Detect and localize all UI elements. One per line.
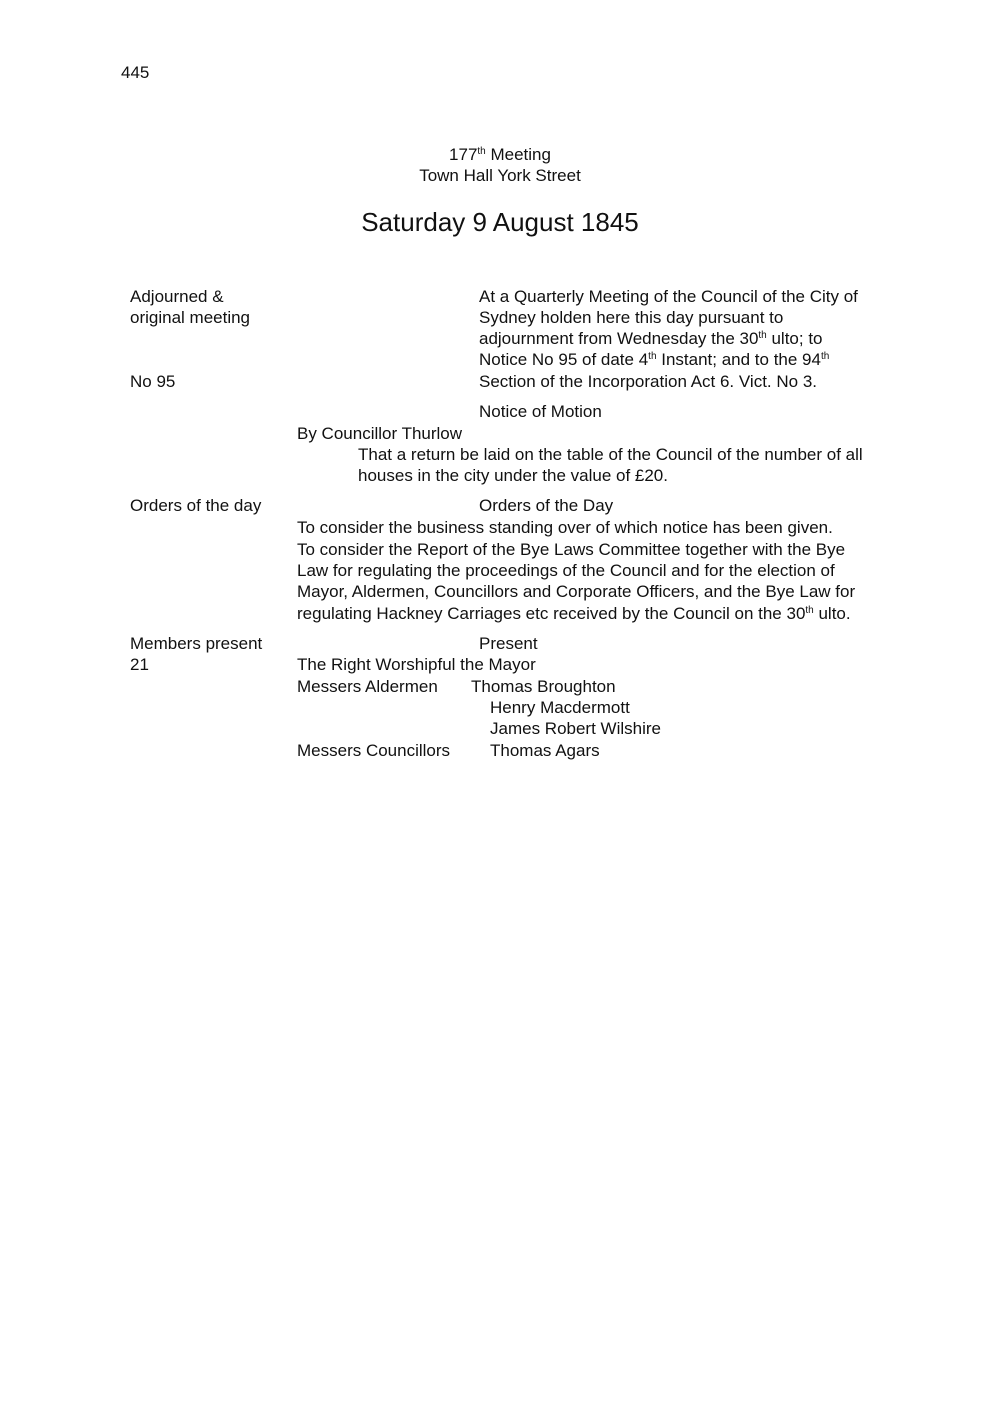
meeting-word: Meeting bbox=[485, 145, 551, 164]
councillors-label: Messers Councillors bbox=[297, 741, 451, 760]
ordinal-suffix: th bbox=[758, 330, 767, 341]
intro-line: Section of the Incorporation Act 6. Vict. No 3. bbox=[479, 372, 817, 391]
orders-line bbox=[297, 603, 851, 624]
councillor-name: Thomas Agars bbox=[490, 741, 600, 760]
ordinal-suffix: th bbox=[805, 605, 814, 616]
meeting-venue: Town Hall York Street bbox=[419, 166, 581, 185]
orders-line: To consider the Report of the Bye Laws Committee together with the Bye bbox=[297, 540, 846, 559]
intro-line: Sydney holden here this day pursuant to bbox=[479, 308, 784, 327]
margin-note-original-meeting: original meeting bbox=[130, 308, 251, 327]
meeting-number bbox=[0, 144, 1000, 165]
margin-note-members-count: 21 bbox=[130, 655, 149, 674]
aldermen-label: Messers Aldermen bbox=[297, 677, 438, 696]
intro-text: Instant; and to the 94 bbox=[656, 350, 821, 369]
alderman-name: Henry Macdermott bbox=[490, 698, 630, 717]
orders-line: Law for regulating the proceedings of the Council and for the election of bbox=[297, 561, 835, 580]
page-number: 445 bbox=[121, 63, 150, 82]
intro-line: At a Quarterly Meeting of the Council of the City of bbox=[479, 287, 858, 306]
ordinal-suffix: th bbox=[820, 351, 830, 362]
margin-note-adjourned: Adjourned & bbox=[130, 287, 224, 306]
margin-note-members-present: Members present bbox=[130, 634, 263, 653]
intro-text: ulto; to bbox=[766, 329, 823, 348]
notice-text: houses in the city under the value of £20. bbox=[358, 466, 668, 485]
meeting-date: Saturday 9 August 1845 bbox=[361, 207, 639, 237]
orders-heading: Orders of the Day bbox=[479, 496, 614, 515]
intro-text: Notice No 95 of date 4 bbox=[479, 350, 649, 369]
intro-line bbox=[479, 328, 823, 349]
orders-line: Mayor, Aldermen, Councillors and Corporate Officers, and the Bye Law for bbox=[297, 582, 856, 601]
present-mayor: The Right Worshipful the Mayor bbox=[297, 655, 536, 674]
notice-heading: Notice of Motion bbox=[479, 402, 602, 421]
notice-text: That a return be laid on the table of the Council of the number of all bbox=[358, 445, 863, 464]
ordinal-suffix: th bbox=[648, 351, 657, 362]
intro-text: adjournment from Wednesday the 30 bbox=[479, 329, 759, 348]
orders-line: To consider the business standing over of which notice has been given. bbox=[297, 518, 833, 537]
present-heading: Present bbox=[479, 634, 538, 653]
meeting-number-value: 177 bbox=[449, 145, 478, 164]
notice-mover: By Councillor Thurlow bbox=[297, 424, 463, 443]
orders-text: regulating Hackney Carriages etc received by the Council on the 30 bbox=[297, 604, 806, 623]
orders-text: ulto. bbox=[813, 604, 851, 623]
intro-line bbox=[479, 349, 829, 370]
margin-note-orders: Orders of the day bbox=[130, 496, 262, 515]
alderman-name: James Robert Wilshire bbox=[490, 719, 661, 738]
margin-note-no95: No 95 bbox=[130, 372, 176, 391]
meeting-number-suffix: th bbox=[477, 146, 486, 157]
alderman-name: Thomas Broughton bbox=[471, 677, 616, 696]
